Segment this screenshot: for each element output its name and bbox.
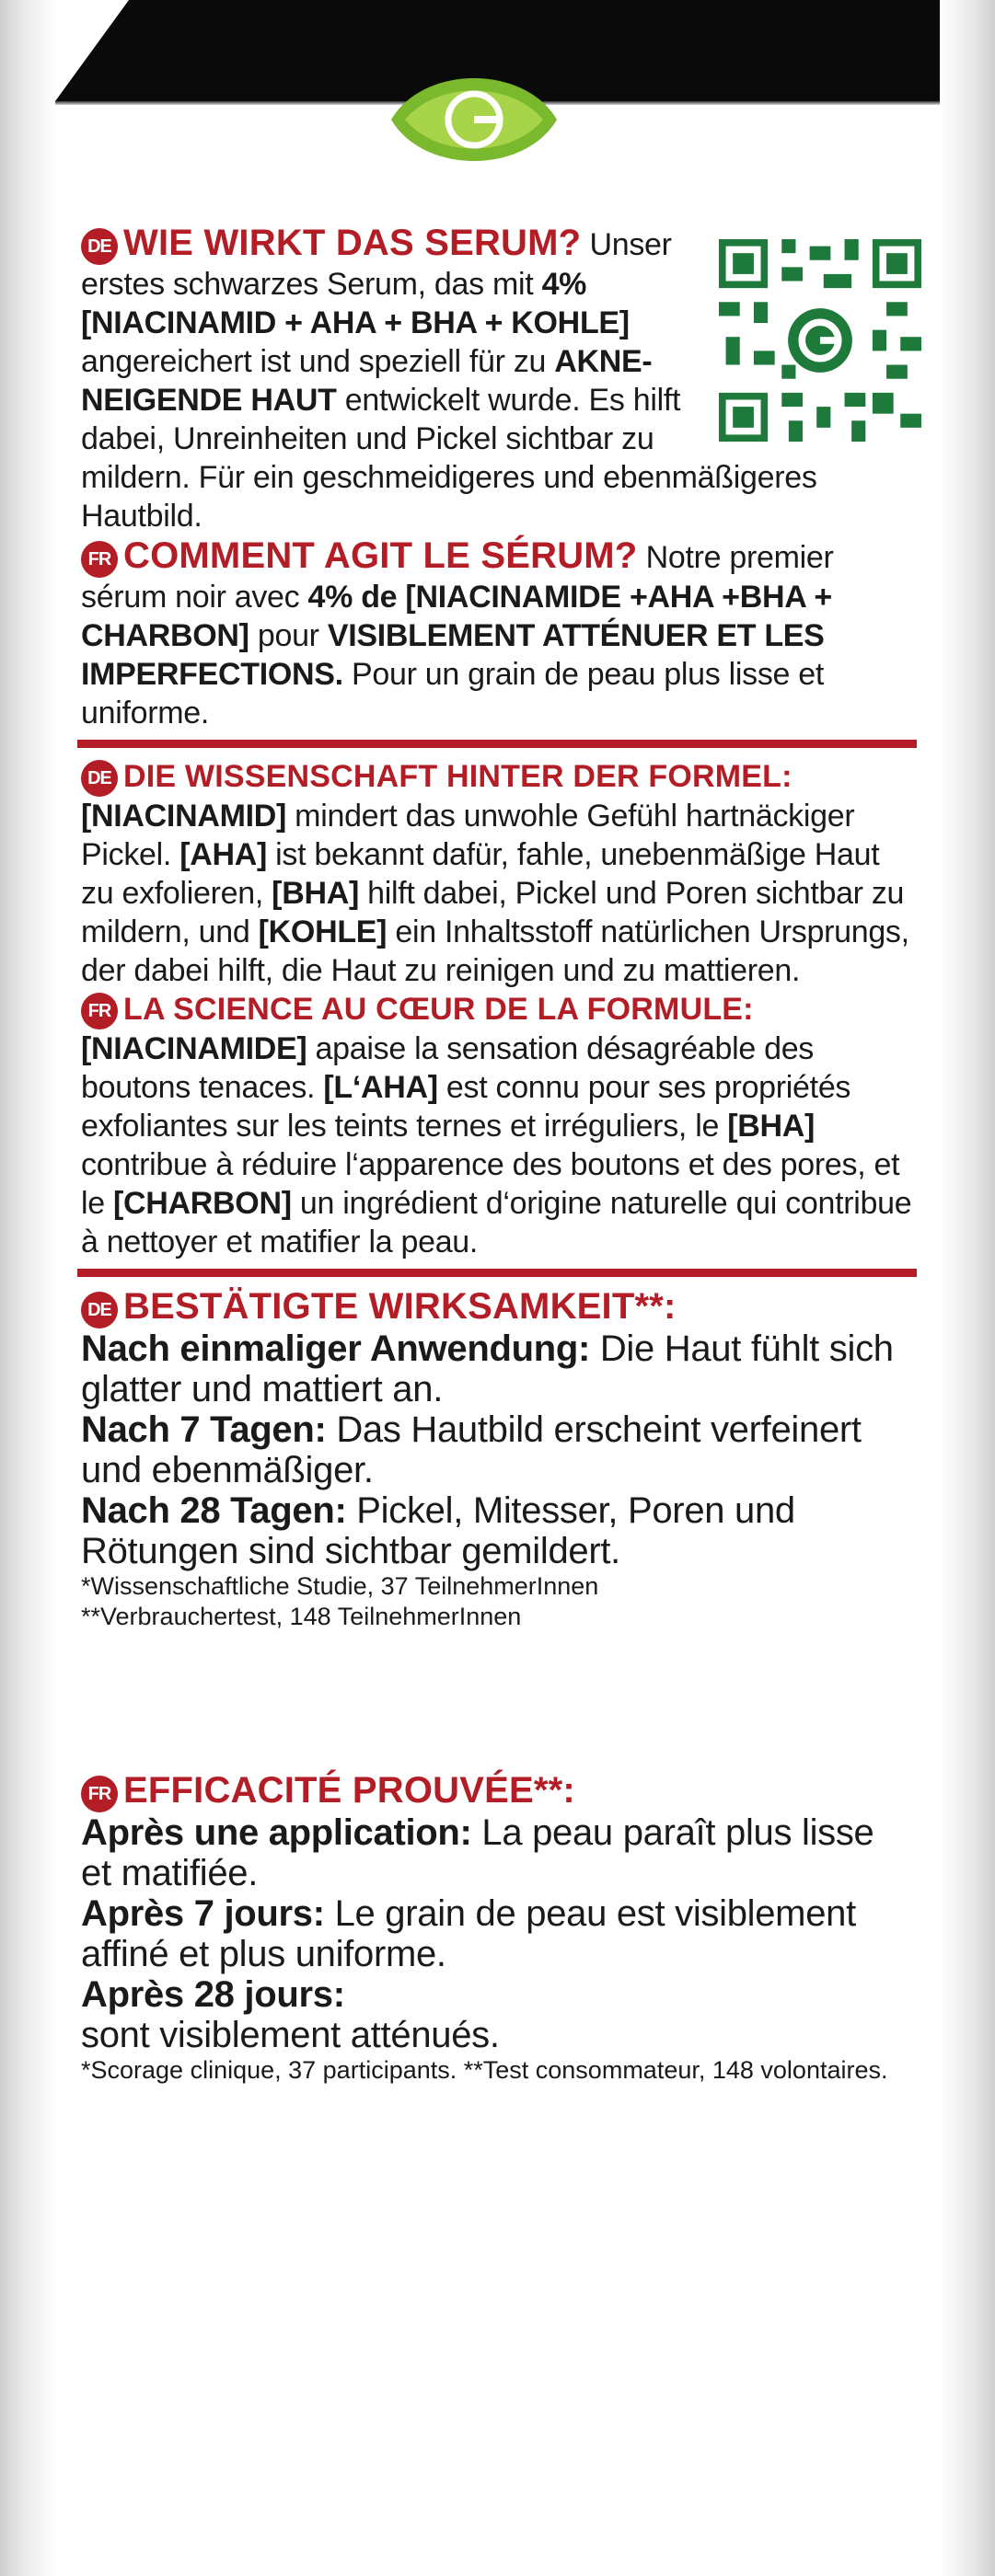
text-panel: [81, 223, 914, 2086]
footnote: *Wissenschaftliche Studie, 37 TeilnehmerInnen: [81, 1572, 599, 1600]
heading-science-de: DIE WISSENSCHAFT HINTER DER FORMEL:: [123, 759, 793, 794]
result-text: Die Haut fühlt sich glatter und mattiert an.: [81, 1328, 894, 1409]
text: un ingrédient d‘origine naturelle qui contribue à nettoyer et matifier la peau.: [81, 1186, 912, 1259]
science-de: [81, 757, 914, 990]
result-label: Nach 7 Tagen:: [81, 1409, 327, 1450]
result-label: Après une application:: [81, 1812, 472, 1853]
efficacy-fr-1: [81, 1812, 914, 1893]
ingredient: [L‘AHA]: [323, 1070, 438, 1105]
result-label: Après 7 jours:: [81, 1893, 325, 1934]
language-badge-de: DE: [81, 760, 118, 797]
efficacy-fr-title: [81, 1770, 914, 1812]
package-right-shade: [940, 0, 995, 2576]
text: hilft dabei, Pickel und Poren sichtbar zu mildern, und: [81, 876, 905, 949]
section-divider: [77, 1269, 917, 1277]
heading-science-fr: LA SCIENCE AU CŒUR DE LA FORMULE:: [123, 992, 754, 1027]
result-text: sont visiblement atténués.: [81, 2015, 500, 2055]
result-label: Nach 28 Tagen:: [81, 1490, 347, 1531]
ingredients: 4% [NIACINAMID + AHA + BHA + KOHLE]: [81, 267, 630, 340]
text: entwickelt wurde. Es hilft dabei, Unreinheiten und Pickel sichtbar zu mildern. Für ein geschmeidigeres und ebenmäßigeres Hautbild.: [81, 383, 817, 534]
text: Unser erstes schwarzes Serum, das mit: [81, 227, 672, 302]
result-label: Après 28 jours:: [81, 1974, 345, 2015]
text: angereichert ist und speziell für zu: [81, 344, 555, 379]
text: Notre premier sérum noir avec: [81, 540, 834, 615]
ingredient: [AHA]: [179, 837, 267, 872]
efficacy-de-3: [81, 1490, 914, 1571]
section-efficacy-de: [81, 1286, 914, 1632]
footnote: **Verbrauchertest, 148 TeilnehmerInnen: [81, 1603, 522, 1630]
ingredient: [BHA]: [272, 876, 359, 911]
result-text: Pickel, Mitesser, Poren und Rötungen sind sichtbar gemildert.: [81, 1490, 795, 1571]
language-badge-fr: FR: [81, 993, 118, 1029]
efficacy-de-2: [81, 1409, 914, 1490]
efficacy-de-1: [81, 1328, 914, 1409]
science-fr: [81, 990, 914, 1261]
heading-how-it-works-fr: COMMENT AGIT LE SÉRUM?: [123, 535, 638, 576]
language-badge-de: DE: [81, 1292, 118, 1328]
text: contribue à réduire l‘apparence des boutons et des pores, et le: [81, 1147, 900, 1221]
heading-how-it-works-de: WIE WIRKT DAS SERUM?: [123, 223, 582, 263]
efficacy-fr-3: [81, 1974, 914, 2055]
efficacy-fr-2: [81, 1893, 914, 1974]
language-badge-fr: FR: [81, 541, 118, 578]
qr-code-icon[interactable]: [719, 239, 921, 442]
language-badge-de: DE: [81, 228, 118, 265]
heading-efficacy-de: BESTÄTIGTE WIRKSAMKEIT**:: [123, 1286, 677, 1327]
language-badge-fr: FR: [81, 1776, 118, 1812]
text: mindert das unwohle Gefühl hartnäckiger Pickel.: [81, 799, 855, 872]
ingredient: [BHA]: [727, 1109, 816, 1144]
claim: VISIBLEMENT ATTÉNUER ET LES IMPERFECTIONS.: [81, 618, 825, 692]
text: Pour un grain de peau plus lisse et uniforme.: [81, 657, 825, 730]
ingredient: [CHARBON]: [113, 1186, 292, 1221]
ingredients: 4% de [NIACINAMIDE +AHA +BHA + CHARBON]: [81, 580, 832, 653]
section-how-it-works: [81, 223, 914, 732]
section-efficacy-fr: [81, 1770, 914, 2086]
text: ein Inhaltsstoff natürlichen Ursprungs, der dabei hilft, die Haut zu reinigen und zu mattieren.: [81, 914, 909, 988]
result-text: Le grain de peau est visiblement affiné et plus uniforme.: [81, 1893, 856, 1974]
result-label: Nach einmaliger Anwendung:: [81, 1328, 591, 1369]
footnote: *Scorage clinique, 37 participants. **Test consommateur, 148 volontaires.: [81, 2056, 888, 2084]
text: est connu pour ses propriétés exfoliantes sur les teints ternes et irréguliers, le: [81, 1070, 851, 1144]
leaf-logo-icon: [387, 55, 561, 184]
text: ist bekannt dafür, fahle, unebenmäßige Haut zu exfolieren,: [81, 837, 880, 911]
package-left-shade: [0, 0, 55, 2576]
how-it-works-fr: [81, 535, 914, 732]
result-text: Das Hautbild erscheint verfeinert und ebenmäßiger.: [81, 1409, 862, 1490]
ingredient: [KOHLE]: [258, 914, 388, 949]
ingredient: [NIACINAMIDE]: [81, 1031, 307, 1066]
heading-efficacy-fr: EFFICACITÉ PROUVÉE**:: [123, 1770, 575, 1811]
text: apaise la sensation désagréable des boutons tenaces.: [81, 1031, 815, 1105]
text: pour: [249, 618, 328, 653]
skin-type: AKNE-NEIGENDE HAUT: [81, 344, 653, 418]
section-science: [81, 757, 914, 1261]
result-text: La peau paraît plus lisse et matifiée.: [81, 1812, 874, 1893]
ingredient: [NIACINAMID]: [81, 799, 287, 834]
efficacy-de-title: [81, 1286, 914, 1328]
spacer: [81, 1632, 914, 1770]
section-divider: [77, 740, 917, 748]
